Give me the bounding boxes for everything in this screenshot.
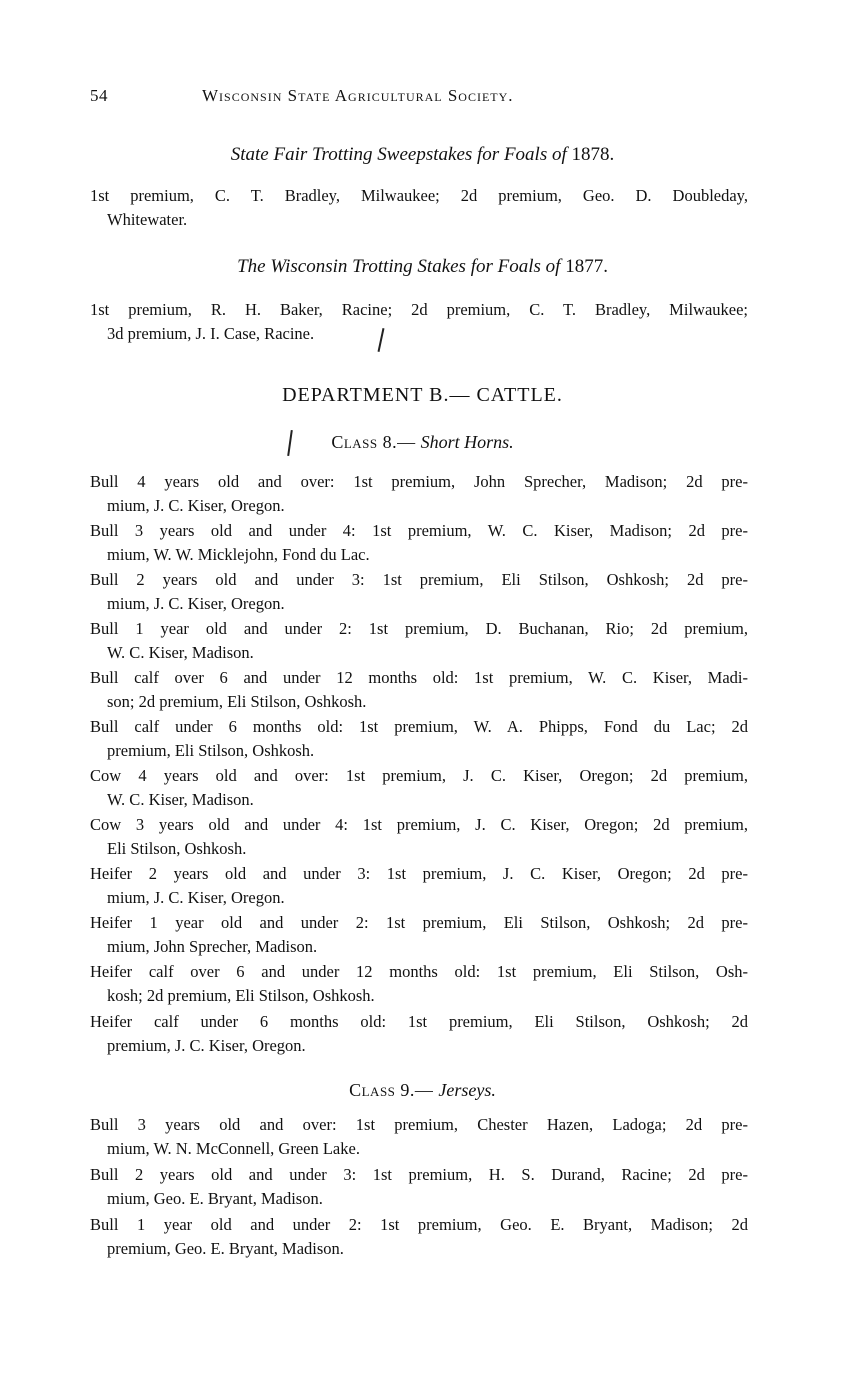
entry-line-continued: mium, W. N. McConnell, Green Lake.	[107, 1139, 360, 1158]
class-name: Jerseys.	[438, 1080, 496, 1100]
entry-line: 1st premium, R. H. Baker, Racine; 2d premium, C. T. Bradley, Milwaukee;	[90, 300, 748, 319]
section-heading-text: State Fair Trotting Sweepstakes for Foals of	[230, 144, 572, 165]
premium-entry	[90, 568, 748, 616]
premium-entry	[90, 184, 748, 232]
entry-line: Bull 3 years old and under 4: 1st premium, W. C. Kiser, Madison; 2d pre-	[90, 521, 748, 540]
section-heading	[0, 144, 845, 166]
entry-line: 1st premium, C. T. Bradley, Milwaukee; 2d premium, Geo. D. Doubleday,	[90, 186, 748, 205]
class-label: Class 9.—	[349, 1080, 439, 1100]
entry-line-continued: premium, Eli Stilson, Oshkosh.	[107, 741, 315, 760]
entry-line-continued: W. C. Kiser, Madison.	[107, 790, 254, 809]
entry-line: Bull 2 years old and under 3: 1st premium, Eli Stilson, Oshkosh; 2d pre-	[90, 570, 748, 589]
entry-line-continued: son; 2d premium, Eli Stilson, Oshkosh.	[107, 692, 367, 711]
class-label: Class 8.—	[331, 432, 421, 452]
premium-entry	[90, 764, 748, 812]
section-heading-year: 1878.	[571, 144, 615, 165]
entry-line: Heifer 1 year old and under 2: 1st premium, Eli Stilson, Oshkosh; 2d pre-	[90, 913, 748, 932]
premium-entry	[90, 862, 748, 910]
entry-line: Bull 4 years old and over: 1st premium, John Sprecher, Madison; 2d pre-	[90, 472, 748, 491]
entry-line-continued: mium, J. C. Kiser, Oregon.	[107, 888, 285, 907]
premium-entry	[90, 1113, 748, 1161]
entry-line-continued: mium, Geo. E. Bryant, Madison.	[107, 1189, 323, 1208]
entry-line: Cow 3 years old and under 4: 1st premium, J. C. Kiser, Oregon; 2d premium,	[90, 815, 748, 834]
entry-line: Heifer calf under 6 months old: 1st premium, Eli Stilson, Oshkosh; 2d	[90, 1012, 748, 1031]
section-heading-text: The Wisconsin Trotting Stakes for Foals of	[237, 256, 566, 277]
premium-entry	[90, 813, 748, 861]
entry-line: Bull 1 year old and under 2: 1st premium, Geo. E. Bryant, Madison; 2d	[90, 1215, 748, 1234]
premium-entry	[90, 519, 748, 567]
entry-line-continued: mium, W. W. Micklejohn, Fond du Lac.	[107, 545, 370, 564]
premium-entry	[90, 666, 748, 714]
entry-line: Bull calf over 6 and under 12 months old: 1st premium, W. C. Kiser, Madi-	[90, 668, 748, 687]
entry-line-continued: mium, J. C. Kiser, Oregon.	[107, 594, 285, 613]
premium-entry	[90, 1213, 748, 1261]
premium-entry	[90, 911, 748, 959]
class-name: Short Horns.	[420, 432, 514, 452]
running-title: Wisconsin State Agricultural Society.	[202, 86, 514, 105]
entry-line: Bull 2 years old and under 3: 1st premium, H. S. Durand, Racine; 2d pre-	[90, 1165, 748, 1184]
class-heading	[0, 1080, 845, 1101]
entry-line: Cow 4 years old and over: 1st premium, J. C. Kiser, Oregon; 2d premium,	[90, 766, 748, 785]
entry-line-continued: mium, John Sprecher, Madison.	[107, 937, 318, 956]
section-heading	[0, 256, 845, 278]
entry-line-continued: mium, J. C. Kiser, Oregon.	[107, 496, 285, 515]
entry-line: Bull 3 years old and over: 1st premium, Chester Hazen, Ladoga; 2d pre-	[90, 1115, 748, 1134]
premium-entry	[90, 715, 748, 763]
premium-entry	[90, 470, 748, 518]
entry-line-continued: 3d premium, J. I. Case, Racine.	[107, 324, 315, 343]
premium-entry	[90, 298, 748, 346]
premium-entry	[90, 617, 748, 665]
entry-line: Heifer calf over 6 and under 12 months old: 1st premium, Eli Stilson, Osh-	[90, 962, 748, 981]
section-heading-year: 1877.	[565, 256, 608, 277]
entry-line-continued: premium, J. C. Kiser, Oregon.	[107, 1036, 306, 1055]
entry-line: Bull calf under 6 months old: 1st premium, W. A. Phipps, Fond du Lac; 2d	[90, 717, 748, 736]
premium-entry	[90, 960, 748, 1008]
page-header	[90, 86, 690, 112]
department-heading: DEPARTMENT B.— CATTLE.	[282, 384, 563, 406]
page-number: 54	[90, 86, 108, 105]
entry-line: Bull 1 year old and under 2: 1st premium, D. Buchanan, Rio; 2d premium,	[90, 619, 748, 638]
entry-line-continued: kosh; 2d premium, Eli Stilson, Oshkosh.	[107, 986, 375, 1005]
entry-line-continued: Whitewater.	[107, 210, 188, 229]
class-heading	[0, 432, 845, 453]
entry-line-continued: premium, Geo. E. Bryant, Madison.	[107, 1239, 344, 1258]
entry-line-continued: W. C. Kiser, Madison.	[107, 643, 254, 662]
premium-entry	[90, 1163, 748, 1211]
entry-line: Heifer 2 years old and under 3: 1st premium, J. C. Kiser, Oregon; 2d pre-	[90, 864, 748, 883]
premium-entry	[90, 1010, 748, 1058]
entry-line-continued: Eli Stilson, Oshkosh.	[107, 839, 247, 858]
